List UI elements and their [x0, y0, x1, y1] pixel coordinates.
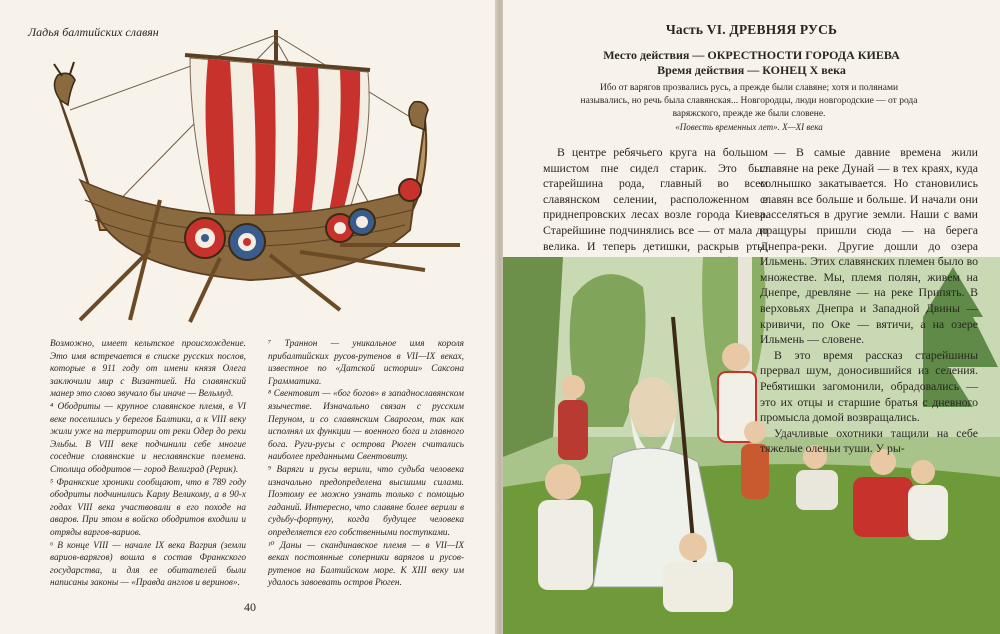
epigraph-text: Ибо от варягов прозвались русь, а прежде были славяне; хотя и полянами назывались, но речь была славянская... Новгородцы, люди новгородские — от рода варяжского, прежде же были словене.: [580, 83, 918, 119]
viking-ship-illustration: [40, 30, 470, 330]
epigraph: [575, 82, 923, 134]
footnotes-column-2: [268, 338, 464, 590]
footnote: ⁹ Варяги и русы верили, что судьба человека изначально предопределена высшими силами. Поэтому ее можно узнать только с помощью гаданий. Интересно, что славяне более верили в судьбу-фортуну, когда будущее человека определяется его собственными поступками.: [268, 464, 464, 538]
footnote: ⁴ Ободриты — крупное славянское племя, в VI веке поселились у берегов Балтики, а к VIII веку жили уже на территории от реки Одер до реки Эльбы. В VIII веке подчинили себе многие соседние славянские и неславянские племена. Столица ободритов — город Велиград (Рерик).: [50, 401, 246, 475]
body-column-1: [543, 145, 768, 270]
illustration-caption: Ладья балтийских славян: [28, 25, 159, 39]
footnotes-column-1: [50, 338, 246, 590]
epigraph-source: «Повесть временных лет». X—XI века: [675, 122, 823, 132]
footnote: ⁵ Франкские хроники сообщают, что в 789 году ободриты подчинились Карлу Великому, а в 90-х годах VIII века участвовали в его походе на аваров. При этом в войско ободритов входили и отряды варгов-вариов.: [50, 477, 246, 538]
part-title: Часть VI. ДРЕВНЯЯ РУСЬ: [665, 22, 838, 37]
setting-time: Время действия — КОНЕЦ X века: [657, 63, 846, 77]
right-page: [503, 0, 1000, 634]
setting-block: [503, 48, 1000, 78]
footnote: ⁸ Свентовит — «бог богов» в западнославянском язычестве. Изначально связан с русским Перуном, и со славянским Сварогом, так как исполнял их функции — военного бога и главного бога. Руги-русы с острова Рюген считались наиболее преданными Свентовиту.: [268, 389, 464, 463]
body-paragraph: Удачливые охотники тащили на себе тяжелые оленьи туши. У ры-: [760, 425, 978, 456]
body-column-2: [760, 145, 978, 457]
footnote: ⁷ Траннон — уникальное имя короля прибалтийских русов-рутенов в VII—IX веках, известное по «Датской истории» Саксона Грамматика.: [268, 339, 464, 387]
body-paragraph: В центре ребячьего круга на большом мшистом пне сидел старик. Это был старейшина рода, главный во всем славянском селении, расположенном в приднепровских лесах возле города Киева. Старейшине подчинялись все — от мала до велика. И теперь детишки, раскрыв рты,: [543, 145, 768, 253]
footnote: Возможно, имеет кельтское происхождение. Это имя встречается в списке русских послов, которые в 911 году от имени князя Олега заключили мир с Византией. На славянский манер это слово звучало бы иначе — Вельмуд.: [50, 339, 246, 400]
body-paragraph: В это время рассказ старейшины прервал шум, доносившийся из селения. Ребятишки загомонили, обрадовались — это их отцы и старшие братья с дневного промысла домой возвращались.: [760, 347, 978, 425]
footnote: ¹⁰ Даны — скандинавское племя — в VII—IX веках постоянные соперники варягов и русов-рутенов на Балтийском море. К XIII веку им удалось завоевать остров Рюген.: [268, 540, 464, 589]
body-paragraph: — В самые давние времена жили славяне на реке Дунай — в тех краях, куда солнышко закатывается. Но становились славян все больше и больше. И начали они расселяться в другие земли. Наши с вами пращуры пришли сюда — на берега Днепра-реки. Другие дошли до озера Ильмень. Этих славянских племен было во множестве. Мы, племя полян, живем на Днепре, древляне — на реке Припять. В верховьях Днепра и Западной Двины — кривичи, по Оке — вятичи, а на озере Ильмень — словене.: [760, 145, 978, 347]
left-page: [0, 0, 497, 634]
page-number: 40: [244, 600, 256, 614]
footnote: ⁶ В конце VIII — начале IX века Вагрия (земли вариов-варягов) вошла в состав Франкского государства, и для ее обитателей были написаны законы — «Правда англов и веринов».: [50, 540, 246, 589]
setting-place: Место действия — ОКРЕСТНОСТИ ГОРОДА КИЕВА: [603, 48, 900, 62]
